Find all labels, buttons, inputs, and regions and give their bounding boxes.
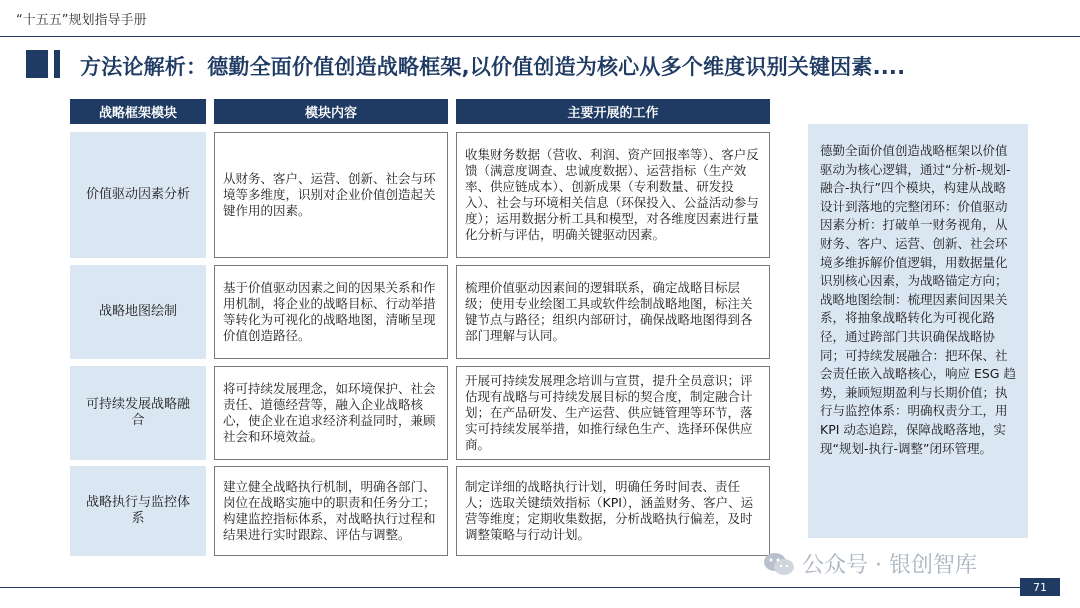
row-module-label: 价值驱动因素分析 [85, 187, 190, 202]
row-content-text: 基于价值驱动因素之间的因果关系和作用机制，将企业的战略目标、行动举措等转化为可视化的战略地图，清晰呈现价值创造路径。 [223, 280, 436, 343]
row-module-cell [70, 132, 206, 258]
row-work-cell [456, 132, 770, 258]
row-content-cell [214, 466, 448, 556]
row-work-cell [456, 265, 770, 359]
row-work-text: 收集财务数据（营收、利润、资产回报率等）、客户反馈（满意度调查、忠诚度数据）、运营指标（生产效率、供应链成本）、创新成果（专利数量、研发投入）、社会与环境相关信息（环保投入、公益活动参与度）；运用数据分析工具和模型，对各维度因素进行量化分析与评估，明确关键驱动因素。 [465, 147, 759, 242]
row-work-text: 制定详细的战略执行计划，明确任务时间表、责任人；选取关键绩效指标（KPI），涵盖财务、客户、运营等维度；定期收集数据，分析战略执行偏差，及时调整策略与行动计划。 [465, 479, 754, 542]
top-divider [0, 36, 1080, 37]
page-title: 方法论解析：德勤全面价值创造战略框架,以价值创造为核心从多个维度识别关键因素.... [80, 55, 906, 79]
column-header-content: 模块内容 [214, 99, 448, 124]
column-header-work: 主要开展的工作 [456, 99, 770, 124]
bottom-divider [0, 587, 1020, 588]
row-content-cell [214, 132, 448, 258]
row-content-text: 从财务、客户、运营、创新、社会与环境等多维度，识别对企业价值创造起关键作用的因素。 [223, 171, 436, 218]
row-work-cell [456, 466, 770, 556]
row-content-text: 建立健全战略执行机制，明确各部门、岗位在战略实施中的职责和任务分工；构建监控指标体系，对战略执行过程和结果进行实时跟踪、评估与调整。 [223, 479, 436, 542]
row-module-cell [70, 265, 206, 359]
watermark [762, 548, 977, 579]
handbook-label: “十五五”规划指导手册 [16, 13, 147, 28]
row-module-label: 可持续发展战略融合 [85, 397, 190, 428]
row-module-label: 战略执行与监控体系 [85, 495, 190, 526]
row-content-cell [214, 366, 448, 460]
row-work-text: 开展可持续发展理念培训与宣贯，提升全员意识；评估现有战略与可持续发展目标的契合度，制定融合计划；在产品研发、生产运营、供应链管理等环节，落实可持续发展举措，如推行绿色生产、选择环保供应商。 [465, 373, 753, 452]
row-content-cell [214, 265, 448, 359]
title-marker [26, 50, 48, 78]
row-work-text: 梳理价值驱动因素间的逻辑联系，确定战略目标层级；使用专业绘图工具或软件绘制战略地图，标注关键节点与路径；组织内部研讨，确保战略地图得到各部门理解与认同。 [465, 280, 753, 343]
column-header-module: 战略框架模块 [70, 99, 206, 124]
row-module-cell [70, 366, 206, 460]
row-content-text: 将可持续发展理念，如环境保护、社会责任、道德经营等，融入企业战略核心，使企业在追求经济利益同时，兼顾社会和环境效益。 [223, 381, 436, 444]
summary-panel: 德勤全面价值创造战略框架以价值驱动为核心逻辑，通过“分析-规划-融合-执行”四个模块，构建从战略设计到落地的完整闭环：价值驱动因素分析：打破单一财务视角，从财务、客户、运营、创新、社会环境多维拆解价值逻辑，用数据量化识别核心因素，为战略锚定方向；战略地图绘制：梳理因素间因果关系，将抽象战略转化为可视化路径，通过跨部门共识确保战略协同；可持续发展融合：把环保、社会责任嵌入战略核心，响应 ESG 趋势，兼顾短期盈利与长期价值；执行与监控体系：明确权责分工，用 KPI 动态追踪，保障战略落地，实现“规划-执行-调整”闭环管理。 [808, 124, 1028, 538]
row-module-label: 战略地图绘制 [98, 304, 177, 319]
watermark-text: 公众号 · 银创智库 [802, 553, 977, 578]
wechat-icon [762, 551, 796, 577]
page-number: 71 [1020, 578, 1060, 596]
row-module-cell [70, 466, 206, 556]
row-work-cell [456, 366, 770, 460]
